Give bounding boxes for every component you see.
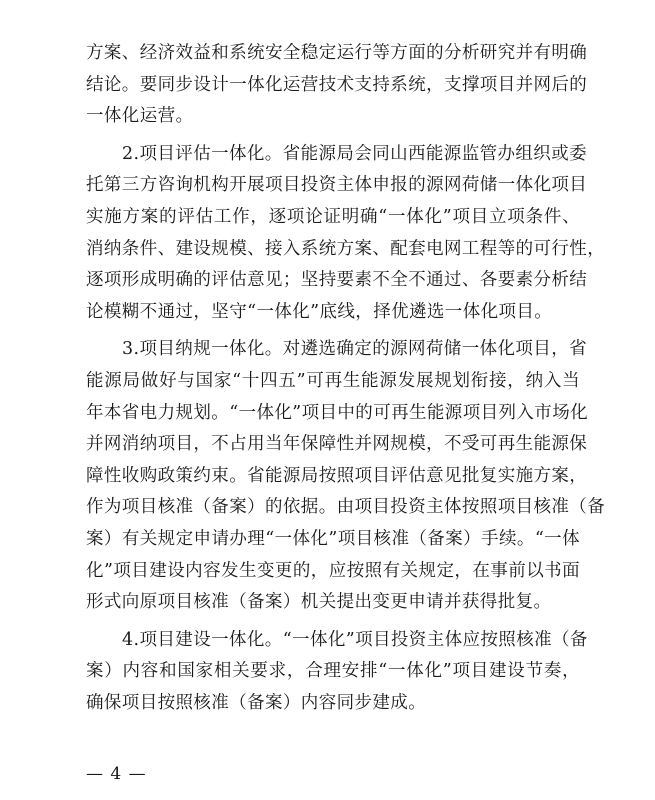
page-number: — 4 — <box>86 764 147 784</box>
text-line: 化”项目建设内容发生变更的，应按照有关规定，在事前以书面 <box>86 560 580 581</box>
paragraph-3 <box>86 334 606 618</box>
text-line: 4.项目建设一体化。“一体化”项目投资主体应按照核准（备 <box>122 629 588 650</box>
document-body <box>86 38 606 719</box>
text-line: 案）有关规定申请办理“一体化”项目核准（备案）手续。“一体 <box>86 528 580 549</box>
text-line: 作为项目核准（备案）的依据。由项目投资主体按照项目核准（备 <box>86 497 606 518</box>
paragraph-2 <box>86 139 606 329</box>
text-line: 实施方案的评估工作，逐项论证明确“一体化”项目立项条件、 <box>86 206 580 227</box>
text-line: 逐项形成明确的评估意见；坚持要素不全不通过、各要素分析结 <box>86 270 588 291</box>
text-line: 并网消纳项目，不占用当年保障性并网规模，不受可再生能源保 <box>86 434 588 455</box>
text-line: 结论。要同步设计一体化运营技术支持系统，支撑项目并网后的 <box>86 74 588 95</box>
text-line: 2.项目评估一体化。省能源局会同山西能源监管办组织或委 <box>122 143 587 164</box>
text-line: 方案、经济效益和系统安全稳定运行等方面的分析研究并有明确 <box>86 43 588 63</box>
text-line: 论模糊不通过，坚守“一体化”底线，择优遴选一体化项目。 <box>86 301 553 322</box>
text-line: 障性收购政策约束。省能源局按照项目评估意见批复实施方案， <box>86 465 588 486</box>
text-line: 一体化运营。 <box>86 106 194 127</box>
text-line: 能源局做好与国家“十四五”可再生能源发展规划衔接，纳入当 <box>86 370 580 391</box>
text-line: 托第三方咨询机构开展项目投资主体申报的源网荷储一体化项目 <box>86 175 588 196</box>
text-line: 确保项目按照核准（备案）内容同步建成。 <box>86 692 427 713</box>
text-line: 消纳条件、建设规模、接入系统方案、配套电网工程等的可行性， <box>86 238 606 259</box>
text-line: 3.项目纳规一体化。对遴选确定的源网荷储一体化项目，省 <box>122 339 587 360</box>
text-line: 案）内容和国家相关要求，合理安排“一体化”项目建设节奏， <box>86 661 580 682</box>
paragraph-1 <box>86 38 588 133</box>
text-line: 形式向原项目核准（备案）机关提出变更申请并获得批复。 <box>86 592 552 613</box>
paragraph-4 <box>86 625 588 720</box>
text-line: 年本省电力规划。“一体化”项目中的可再生能源项目列入市场化 <box>86 402 588 423</box>
